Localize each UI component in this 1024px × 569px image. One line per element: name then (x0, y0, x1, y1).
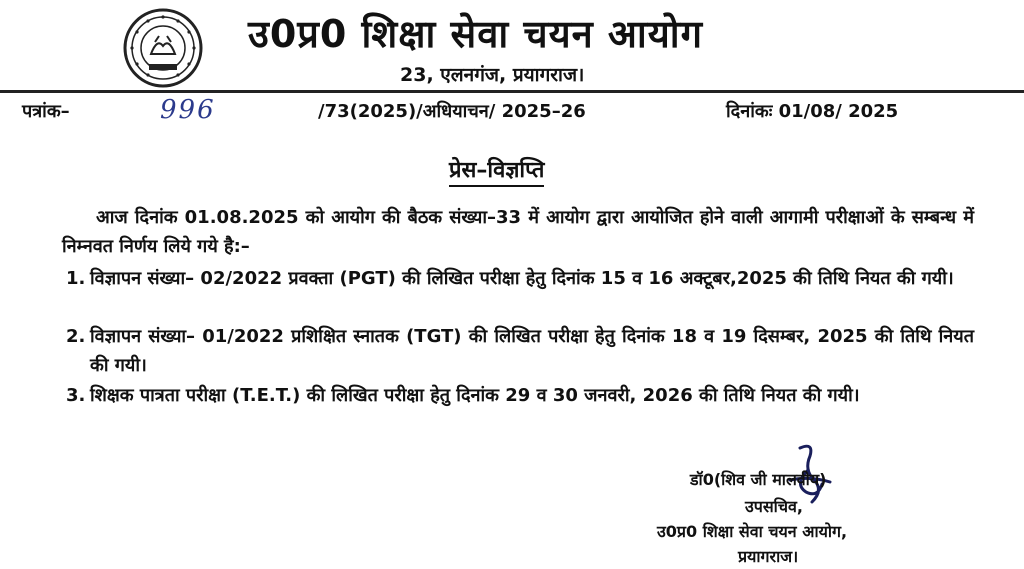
intro-paragraph: आज दिनांक 01.08.2025 को आयोग की बैठक संख्या–33 में आयोग द्वारा आयोजित होने वाली आगामी परीक्षाओं के सम्बन्ध में निम्नवत निर्णय लिये गये है:– (62, 207, 974, 257)
reference-number: 996 (160, 95, 216, 125)
header-divider (0, 90, 1024, 93)
list-item: विज्ञापन संख्या– 02/2022 प्रवक्ता (PGT) की लिखित परीक्षा हेतु दिनांक 15 व 16 अक्टूबर,2025 की तिथि नियत की गयी। (90, 268, 954, 289)
reference-suffix: /73(2025)/अधियाचन/ 2025–26 (318, 101, 586, 122)
commission-emblem-icon (123, 8, 203, 88)
organization-title: उ0प्र0 शिक्षा सेवा चयन आयोग (248, 12, 704, 56)
reference-line (0, 95, 1024, 128)
signatory-name: डॉ0(शिव जी मालवीय) (690, 470, 827, 489)
list-item-number: 2. (66, 326, 86, 347)
list-item: शिक्षक पात्रता परीक्षा (T.E.T.) की लिखित परीक्षा हेतु दिनांक 29 व 30 जनवरी, 2026 की तिथि नियत की गयी। (90, 385, 860, 406)
reference-label: पत्रांक– (22, 101, 70, 122)
signatory-place: प्रयागराज। (738, 547, 799, 566)
reference-date: दिनांकः 01/08/ 2025 (726, 101, 899, 122)
press-release-heading: प्रेस–विज्ञप्ति (449, 158, 544, 187)
list-item-number: 1. (66, 268, 86, 289)
list-item-number: 3. (66, 385, 86, 406)
organization-address: 23, एलनगंज, प्रयागराज। (400, 64, 585, 86)
signatory-organization: उ0प्र0 शिक्षा सेवा चयन आयोग, (657, 522, 848, 541)
signatory-designation: उपसचिव, (745, 497, 803, 516)
list-item: विज्ञापन संख्या– 01/2022 प्रशिक्षित स्नातक (TGT) की लिखित परीक्षा हेतु दिनांक 18 व 19 दिसम्बर, 2025 की तिथि नियत की गयी। (90, 326, 974, 376)
